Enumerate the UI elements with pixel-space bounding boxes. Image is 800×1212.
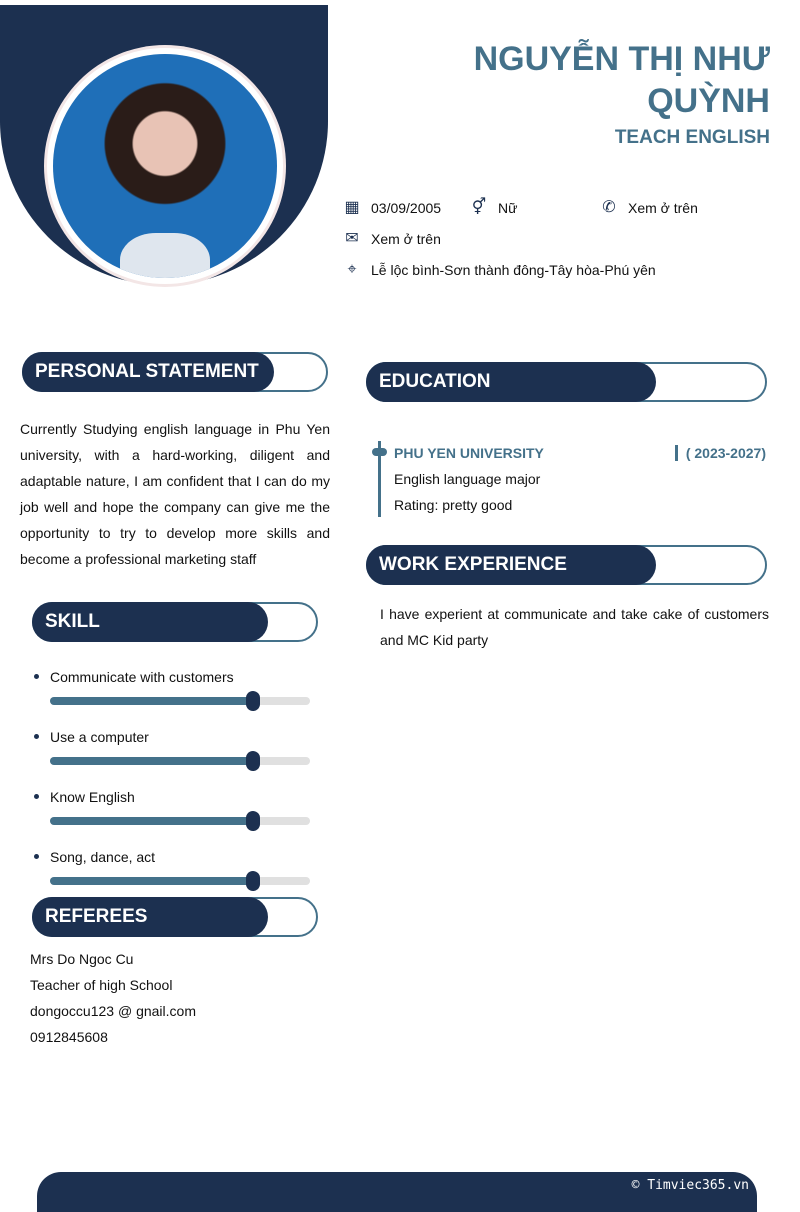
address: [343, 262, 656, 278]
referees-info: [30, 946, 196, 1050]
section-title: PERSONAL STATEMENT: [22, 352, 274, 392]
section-title: REFEREES: [32, 897, 268, 937]
skill-item: [34, 789, 314, 825]
candidate-name: NGUYỄN THỊ NHƯ QUỲNH: [473, 40, 770, 120]
skill-level-bar: [50, 697, 310, 705]
address-value: Lễ lộc bình-Sơn thành đông-Tây hòa-Phú yên: [371, 262, 656, 278]
work-experience-text: I have experient at communicate and take cake of customers and MC Kid party: [380, 606, 769, 648]
section-education: [366, 362, 767, 402]
referee-email: dongoccu123 @ gnail.com: [30, 1003, 196, 1019]
skill-level-handle: [246, 871, 260, 891]
birthday: [343, 200, 441, 216]
gender-value: Nữ: [498, 200, 518, 216]
skill-level-handle: [246, 811, 260, 831]
skill-label: Communicate with customers: [34, 669, 314, 685]
skill-item: [34, 729, 314, 765]
gender-icon: ⚥: [471, 199, 487, 216]
school-name: PHU YEN UNIVERSITY: [394, 445, 544, 461]
footer-credit: © Timviec365.vn: [631, 1178, 749, 1193]
section-skill: [32, 602, 318, 642]
referee-position: Teacher of high School: [30, 977, 173, 993]
calendar-icon: ▦: [344, 199, 360, 216]
skill-item: [34, 669, 314, 705]
education-years: ( 2023-2027): [675, 445, 766, 461]
skill-level-bar: [50, 817, 310, 825]
skill-level-handle: [246, 691, 260, 711]
email-value: Xem ở trên: [371, 231, 441, 247]
envelope-icon: ✉: [345, 230, 359, 247]
section-title: EDUCATION: [366, 362, 656, 402]
profile-photo: [47, 48, 283, 284]
education-major: English language major: [394, 471, 541, 487]
timeline-dot: [372, 448, 387, 456]
gender: [470, 200, 517, 216]
referee-phone: 0912845608: [30, 1029, 108, 1045]
referee-name: Mrs Do Ngoc Cu: [30, 951, 134, 967]
education-rating: Rating: pretty good: [394, 497, 513, 513]
section-title: WORK EXPERIENCE: [366, 545, 656, 585]
skill-label: Song, dance, act: [34, 849, 314, 865]
job-title: TEACH ENGLISH: [614, 127, 770, 148]
section-work-experience: [366, 545, 767, 585]
skill-label: Know English: [34, 789, 314, 805]
phone-value: Xem ở trên: [628, 200, 698, 216]
footer: [37, 1172, 757, 1212]
email: [343, 231, 441, 247]
map-icon: ⌖: [347, 261, 357, 278]
section-personal-statement: [22, 352, 328, 392]
skill-level-bar: [50, 757, 310, 765]
skill-level-bar: [50, 877, 310, 885]
section-title: SKILL: [32, 602, 268, 642]
phone-icon: ✆: [602, 199, 616, 216]
section-referees: [32, 897, 318, 937]
skill-label: Use a computer: [34, 729, 314, 745]
phone: [600, 200, 698, 216]
skill-item: [34, 849, 314, 885]
birthday-value: 03/09/2005: [371, 200, 442, 216]
skill-level-handle: [246, 751, 260, 771]
personal-statement-text: Currently Studying english language in Phu Yen university, with a hard-working, diligent and adaptable nature, I am confident that I can do my job well and hope the company can give me the opportunity to try to develop more skills and become a professional marketing staff: [20, 421, 330, 567]
